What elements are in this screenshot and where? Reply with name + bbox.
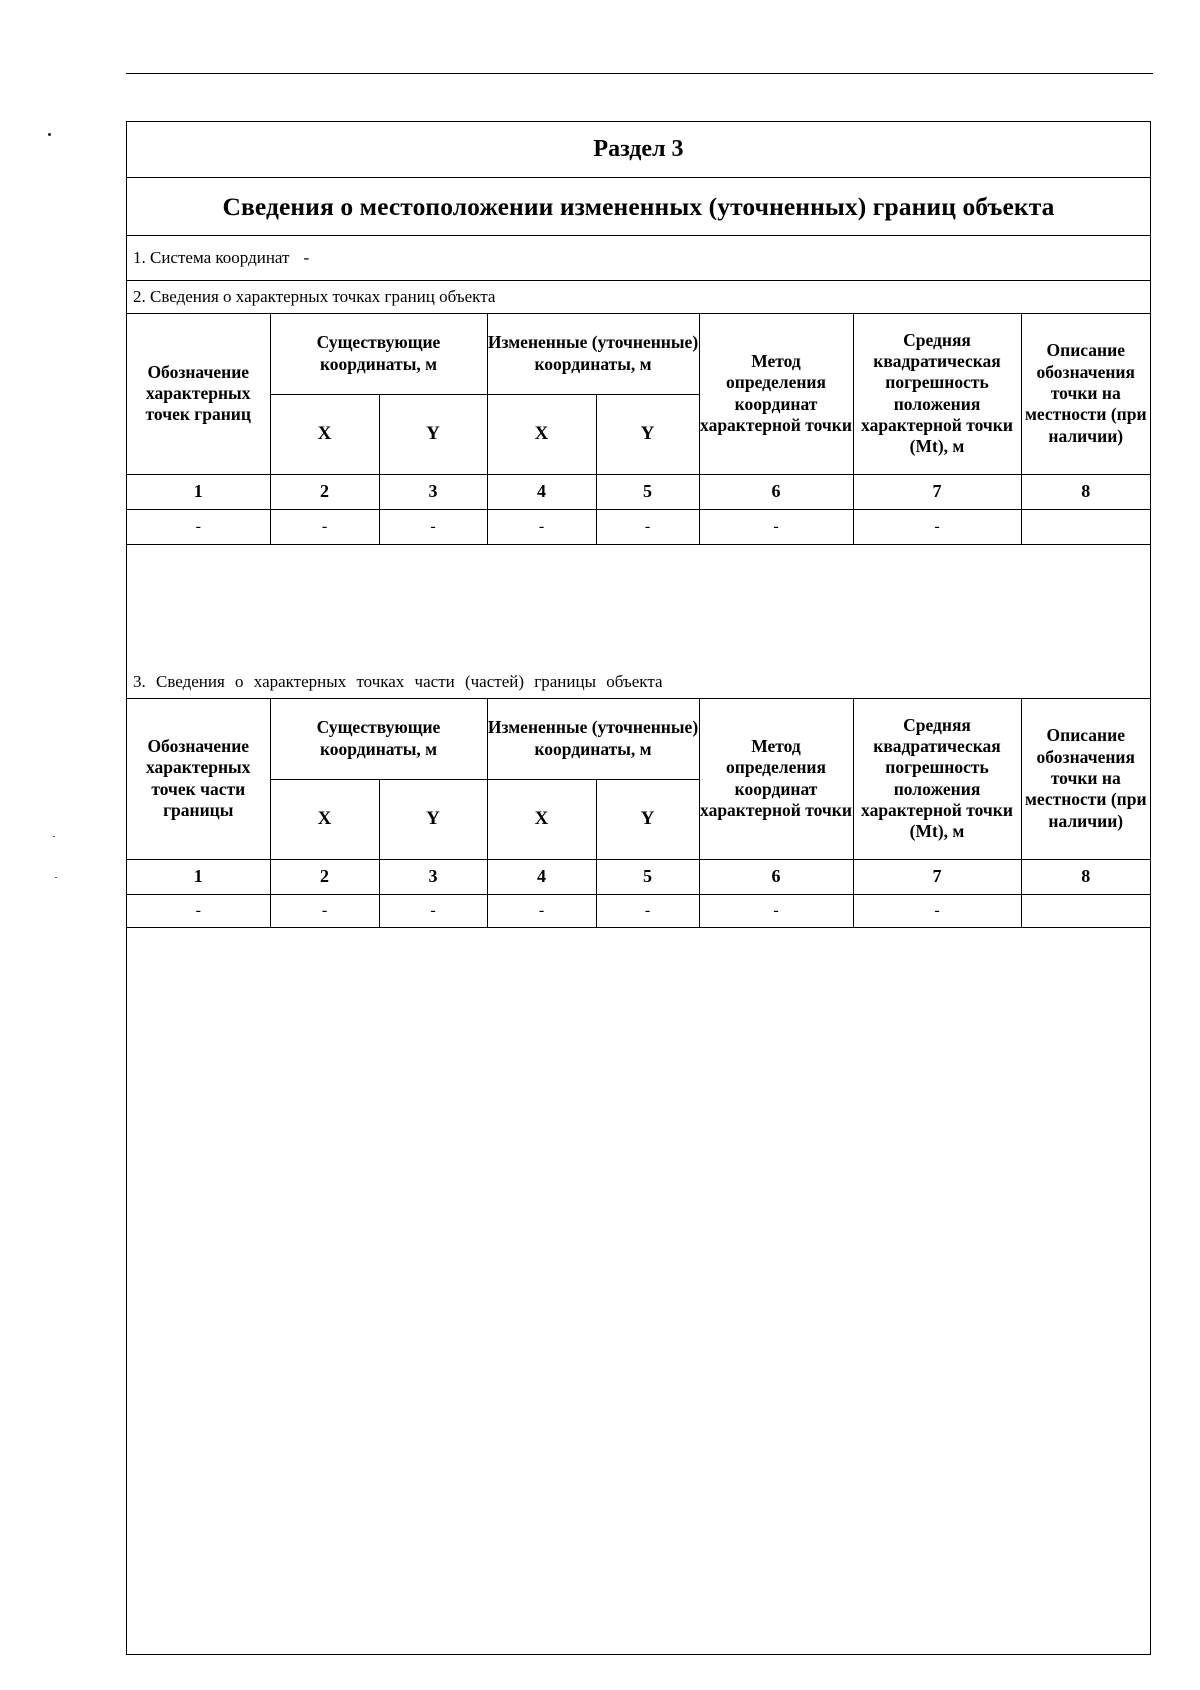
part-points-heading <box>127 665 1150 699</box>
header-changed-x: X <box>487 779 596 859</box>
column-number: 8 <box>1021 859 1150 894</box>
header-existing-y: Y <box>379 779 487 859</box>
column-number: 1 <box>127 474 270 509</box>
column-number: 6 <box>699 859 853 894</box>
header-method: Метод определения координат характерной точки <box>699 699 853 859</box>
header-designation: Обозначение характерных точек границ <box>127 314 270 474</box>
table-row <box>127 509 1150 544</box>
coordinate-system-line <box>127 236 1150 281</box>
coordinate-system-value: - <box>303 248 310 267</box>
table-cell: - <box>596 894 699 927</box>
header-changed-x: X <box>487 394 596 474</box>
column-number: 2 <box>270 859 379 894</box>
table-cell: - <box>487 894 596 927</box>
table-cell <box>1021 509 1150 544</box>
scan-speck <box>48 133 51 136</box>
header-designation: Обозначение характерных точек части границы <box>127 699 270 859</box>
part-points-table <box>127 699 1150 928</box>
table-cell <box>1021 894 1150 927</box>
table-cell: - <box>379 509 487 544</box>
column-number: 1 <box>127 859 270 894</box>
table-cell: - <box>699 894 853 927</box>
table-cell: - <box>853 894 1021 927</box>
column-number: 2 <box>270 474 379 509</box>
section-frame <box>126 121 1151 1655</box>
table-cell: - <box>379 894 487 927</box>
header-existing-coordinates: Существующие координаты, м <box>270 699 487 779</box>
table-cell: - <box>270 894 379 927</box>
column-number: 5 <box>596 474 699 509</box>
header-rule <box>126 73 1153 74</box>
scan-speck <box>55 877 57 878</box>
column-number: 4 <box>487 859 596 894</box>
header-error: Средняя квадратическая погрешность положения характерной точки (Mt), м <box>853 699 1021 859</box>
document-title: Сведения о местоположении измененных (уточненных) границ объекта <box>127 178 1150 236</box>
column-number: 3 <box>379 859 487 894</box>
column-number: 5 <box>596 859 699 894</box>
table-cell: - <box>487 509 596 544</box>
column-number: 4 <box>487 474 596 509</box>
column-number: 8 <box>1021 474 1150 509</box>
header-existing-x: X <box>270 394 379 474</box>
table-cell: - <box>270 509 379 544</box>
column-number: 7 <box>853 859 1021 894</box>
coordinate-system-label: 1. Система координат <box>133 248 290 267</box>
column-number: 7 <box>853 474 1021 509</box>
table-row <box>127 894 1150 927</box>
header-existing-x: X <box>270 779 379 859</box>
table-cell: - <box>127 894 270 927</box>
table-cell: - <box>699 509 853 544</box>
header-description: Описание обозначения точки на местности (при наличии) <box>1021 699 1150 859</box>
part-points-label: 3. Сведения о характерных точках части (частей) границы объекта <box>133 671 663 691</box>
header-changed-coordinates: Измененные (уточненные) координаты, м <box>487 699 699 779</box>
header-changed-y: Y <box>596 394 699 474</box>
header-existing-coordinates: Существующие координаты, м <box>270 314 487 394</box>
column-numbers-row <box>127 859 1150 894</box>
boundary-points-label: 2. Сведения о характерных точках границ объекта <box>133 287 496 306</box>
column-numbers-row <box>127 474 1150 509</box>
boundary-points-heading <box>127 281 1150 314</box>
table-cell: - <box>127 509 270 544</box>
section-title: Раздел 3 <box>127 122 1150 178</box>
boundary-points-table <box>127 314 1150 545</box>
header-method: Метод определения координат характерной точки <box>699 314 853 474</box>
table-cell: - <box>596 509 699 544</box>
scan-speck <box>53 836 55 837</box>
header-changed-coordinates: Измененные (уточненные) координаты, м <box>487 314 699 394</box>
table-cell: - <box>853 509 1021 544</box>
column-number: 6 <box>699 474 853 509</box>
column-number: 3 <box>379 474 487 509</box>
header-error: Средняя квадратическая погрешность положения характерной точки (Mt), м <box>853 314 1021 474</box>
header-existing-y: Y <box>379 394 487 474</box>
header-description: Описание обозначения точки на местности (при наличии) <box>1021 314 1150 474</box>
header-changed-y: Y <box>596 779 699 859</box>
